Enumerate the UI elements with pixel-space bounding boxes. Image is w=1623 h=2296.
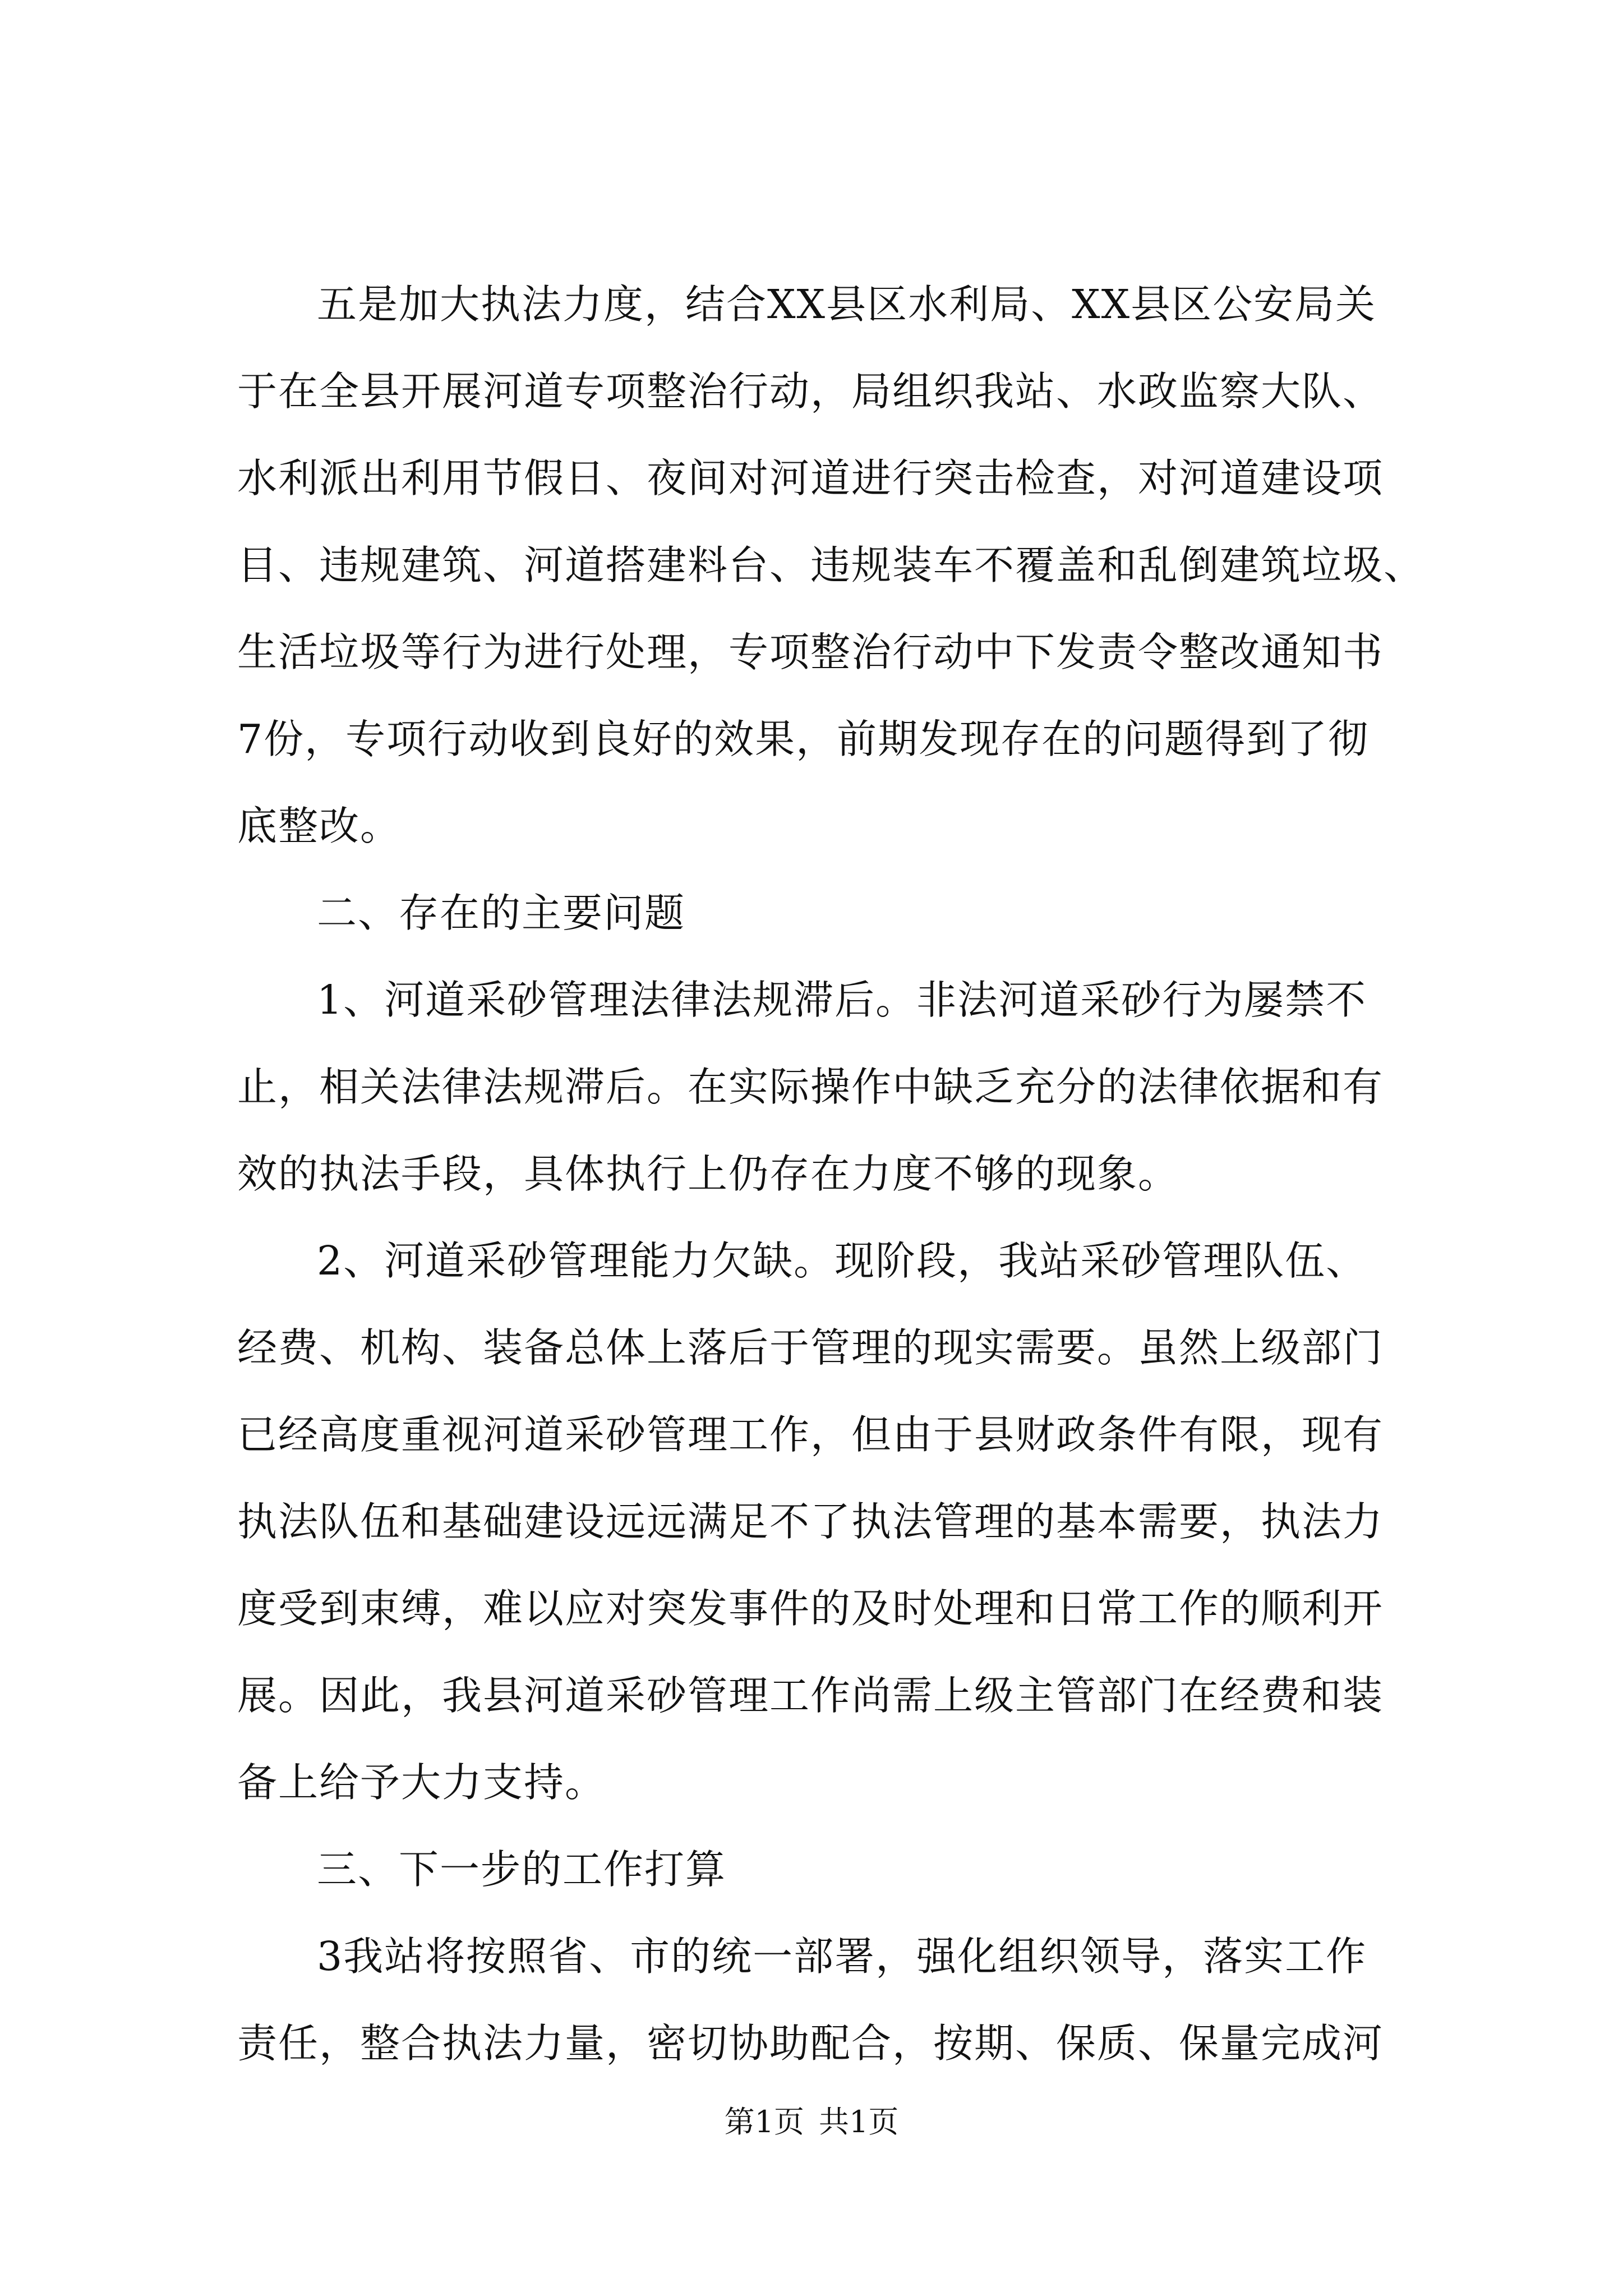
section-heading: 三、下一步的工作打算 (317, 1846, 727, 1893)
text-line: 责任，整合执法力量，密切协助配合，按期、保质、保量完成河 (237, 2020, 1384, 2067)
page-total: 共1页 (819, 2104, 899, 2139)
text-line: 已经高度重视河道采砂管理工作，但由于县财政条件有限，现有 (237, 1411, 1384, 1458)
text-line: 生活垃圾等行为进行处理，专项整治行动中下发责令整改通知书 (237, 629, 1384, 675)
text-line: 备上给予大力支持。 (237, 1759, 606, 1806)
page-number: 第1页 (724, 2104, 804, 2139)
text-line: 1、河道采砂管理法律法规滞后。非法河道采砂行为屡禁不 (317, 977, 1367, 1023)
text-line: 效的执法手段，具体执行上仍存在力度不够的现象。 (237, 1151, 1179, 1197)
text-line: 执法队伍和基础建设远远满足不了执法管理的基本需要，执法力 (237, 1498, 1384, 1545)
text-line: 展。因此，我县河道采砂管理工作尚需上级主管部门在经费和装 (237, 1672, 1384, 1719)
text-line: 于在全县开展河道专项整治行动，局组织我站、水政监察大队、 (237, 368, 1384, 415)
text-line: 经费、机构、装备总体上落后于管理的现实需要。虽然上级部门 (237, 1324, 1384, 1371)
text-line: 7份，专项行动收到良好的效果，前期发现存在的问题得到了彻 (237, 716, 1370, 762)
text-line: 止，相关法律法规滞后。在实际操作中缺乏充分的法律依据和有 (237, 1064, 1384, 1110)
text-line: 3我站将按照省、市的统一部署，强化组织领导，落实工作 (317, 1933, 1367, 1980)
text-line: 目、违规建筑、河道搭建料台、违规装车不覆盖和乱倒建筑垃圾、 (237, 542, 1425, 588)
section-heading: 二、存在的主要问题 (317, 890, 686, 936)
text-line: 底整改。 (237, 803, 402, 849)
page-footer (0, 2102, 1623, 2142)
text-line: 2、河道采砂管理能力欠缺。现阶段，我站采砂管理队伍、 (317, 1237, 1367, 1284)
text-line: 五是加大执法力度，结合XX县区水利局、XX县区公安局关 (317, 281, 1377, 328)
text-line: 水利派出利用节假日、夜间对河道进行突击检查，对河道建设项 (237, 455, 1384, 501)
text-line: 度受到束缚，难以应对突发事件的及时处理和日常工作的顺利开 (237, 1585, 1384, 1632)
body-text (237, 261, 1429, 2087)
